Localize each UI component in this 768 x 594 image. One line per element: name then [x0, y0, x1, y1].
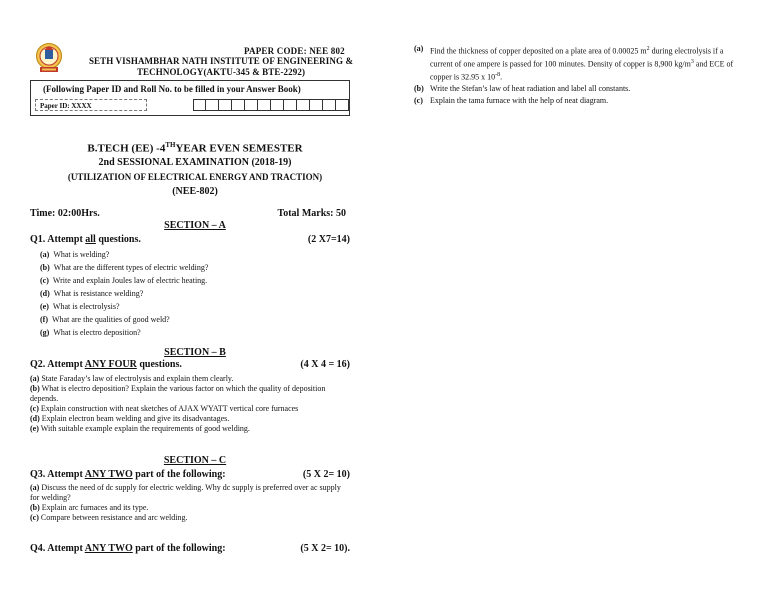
- roll-digit-box: [323, 99, 336, 111]
- roll-digit-box: [336, 99, 349, 111]
- time-label: Time: 02:00Hrs.: [30, 208, 100, 219]
- list-item: (b) What is electro deposition? Explain the various factor on which the quality of deposition depends.: [30, 384, 326, 403]
- roll-digit-box: [232, 99, 245, 111]
- roll-digit-box: [258, 99, 271, 111]
- list-item: (c) Write and explain Joules law of electric heating.: [40, 276, 208, 285]
- roll-digit-box: [271, 99, 284, 111]
- list-item: (a) What is welding?: [40, 250, 110, 259]
- list-item: (g) What is electro deposition?: [40, 328, 141, 337]
- roll-number-boxes: [193, 99, 349, 111]
- q2-list: [30, 374, 352, 434]
- list-item: (c) Explain the tama furnace with the help of neat diagram.: [414, 95, 609, 105]
- list-item: (e) With suitable example explain the requirements of good welding.: [30, 424, 250, 433]
- paper-code: PAPER CODE: NEE 802: [244, 46, 345, 56]
- institute-line-1: SETH VISHAMBHAR NATH INSTITUTE OF ENGINEERING &: [88, 56, 354, 66]
- course-title: B.TECH (EE) -4THYEAR EVEN SEMESTER: [87, 141, 303, 155]
- q1-list: [40, 248, 352, 339]
- answer-book-box: [30, 80, 350, 116]
- list-item: (b) What are the different types of electric welding?: [40, 263, 209, 272]
- q3-marks: (5 X 2= 10): [302, 469, 350, 480]
- section-b-title: SECTION – B: [164, 347, 226, 358]
- roll-digit-box: [245, 99, 258, 111]
- paper-id-field: Paper ID: XXXX: [35, 99, 147, 111]
- list-item: (a) State Faraday’s law of electrolysis and explain them clearly.: [30, 374, 234, 383]
- q1-marks: (2 X7=14): [307, 234, 350, 245]
- q4-marks: (5 X 2= 10).: [300, 543, 350, 554]
- total-marks-label: Total Marks: 50: [277, 208, 346, 219]
- subject-code: (NEE-802): [172, 185, 218, 197]
- roll-digit-box: [219, 99, 232, 111]
- list-item: (b) Write the Stefan’s law of heat radiation and label all constants.: [414, 84, 631, 94]
- right-column: [414, 44, 736, 107]
- roll-digit-box: [297, 99, 310, 111]
- institute-logo: [34, 42, 64, 74]
- q1-heading: Q1. Attempt all questions. (2 X7=14): [30, 234, 350, 245]
- q3-list: [30, 483, 352, 523]
- q2-marks: (4 X 4 = 16): [300, 359, 350, 370]
- list-item: (d) Explain electron beam welding and give its disadvantages.: [30, 414, 230, 423]
- list-item: (e) What is electrolysis?: [40, 302, 120, 311]
- section-a-title: SECTION – A: [164, 220, 226, 231]
- q3-heading: Q3. Attempt ANY TWO part of the following: (5 X 2= 10): [30, 469, 350, 480]
- list-item: (f) What are the qualities of good weld?: [40, 315, 170, 324]
- list-item: (c) Explain construction with neat sketches of AJAX WYATT vertical core furnaces: [30, 404, 299, 413]
- institute-line-2: TECHNOLOGY(AKTU-345 & BTE-2292): [136, 67, 306, 77]
- q2-heading: Q2. Attempt ANY FOUR questions. (4 X 4 = 16): [30, 359, 350, 370]
- subject-title: (UTILIZATION OF ELECTRICAL ENERGY AND TRACTION): [67, 171, 323, 182]
- fill-note: (Following Paper ID and Roll No. to be filled in your Answer Book): [43, 84, 301, 94]
- list-item: (b) Explain arc furnaces and its type.: [30, 503, 149, 512]
- exam-title: 2nd SESSIONAL EXAMINATION (2018-19): [98, 156, 292, 168]
- exam-titles: [30, 138, 360, 199]
- section-c-title: SECTION – C: [163, 455, 227, 466]
- q4-heading: Q4. Attempt ANY TWO part of the following: (5 X 2= 10).: [30, 543, 350, 554]
- list-item: (d) What is resistance welding?: [40, 289, 144, 298]
- list-item: (c) Compare between resistance and arc welding.: [30, 513, 188, 522]
- roll-digit-box: [193, 99, 206, 111]
- list-item: (a) Find the thickness of copper deposited on a plate area of 0.00025 $m^2$ during electrolysis if a current of one ampere is passed for 100 minutes. Density of copper is 8,900 $kg/m^3$ and ECE of copper is 32.95 x $10^{-8}$.: [414, 44, 734, 82]
- roll-digit-box: [284, 99, 297, 111]
- roll-digit-box: [206, 99, 219, 111]
- list-item: (a) Discuss the need of dc supply for electric welding. Why dc supply is preferred over ac supply for welding?: [30, 483, 341, 502]
- institute-name: [86, 56, 356, 78]
- roll-digit-box: [310, 99, 323, 111]
